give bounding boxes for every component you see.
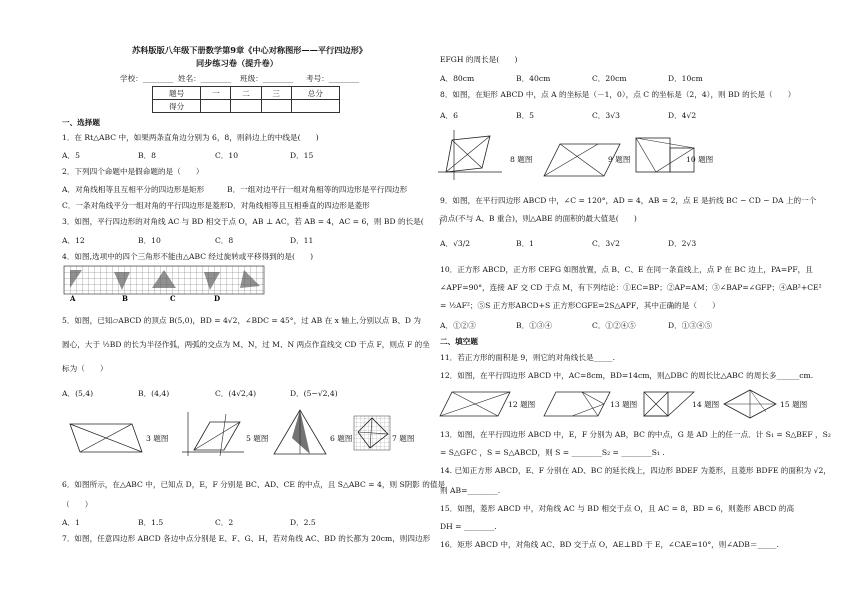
fig-label-14: 14 题图 (692, 400, 720, 409)
q3-option-b[interactable]: B．10 (138, 236, 161, 245)
field-name: 姓名：________ (178, 74, 232, 83)
fig-label-9: 9 题图 (608, 155, 631, 164)
field-number: 考号：________ (306, 74, 360, 83)
score-header-cell: 三 (261, 87, 291, 100)
q10-option-a[interactable]: A．①②③ (440, 321, 476, 330)
score-cell[interactable] (201, 100, 231, 113)
q4-grid-figure (64, 266, 264, 302)
q5-option-a[interactable]: A．(5,4) (62, 389, 94, 398)
question-10-line3: = ½AF²；⑤S 正方形ABCD+S 正方形CGFE=2S△APF，其中正确的是（ ） (440, 301, 720, 310)
q12-parallelogram-figure (438, 388, 512, 420)
question-11: 11．若正方形的面积是 9，则它的对角线长是_____. (440, 353, 615, 362)
q5-option-b[interactable]: B．(4,4) (138, 389, 170, 398)
q1-option-c[interactable]: C．10 (215, 151, 239, 160)
q7-option-b[interactable]: B．40cm (516, 74, 551, 83)
q5-option-c[interactable]: C．(4√2,4) (215, 389, 257, 398)
fig-label-7: 7 题图 (392, 434, 415, 443)
score-row-label: 得分 (153, 100, 201, 113)
score-cell[interactable] (231, 100, 261, 113)
q2-option-c[interactable]: C．一条对角线平分一组对角的平行四边形是菱形 (62, 201, 228, 210)
fig-label-3: 3 题图 (146, 434, 169, 443)
fig-label-5: 5 题图 (246, 434, 269, 443)
question-1: 1．在 Rt△ABC 中，如果两条直角边分别为 6，8，则斜边上的中线是( ) (62, 133, 319, 142)
score-header-cell: 一 (201, 87, 231, 100)
q14-rhombus-figure (642, 388, 696, 420)
q8-rectangle-figure (438, 128, 504, 182)
section-fill-heading: 二、填空题 (440, 337, 478, 346)
q6-option-c[interactable]: C．2 (215, 518, 234, 527)
question-16: 16．矩形 ABCD 中，对角线 AC、BD 交于点 O，AE⊥BD 于 E，∠CAE=10°，则∠ADB＝_____. (440, 540, 779, 549)
q2-option-a[interactable]: A．对角线相等且互相平分的四边形是矩形 (62, 185, 205, 194)
question-8: 8．如图，在矩形 ABCD 中，点 A 的坐标是（－1，0），点 C 的坐标是（2，4），则 BD 的长是（ ） (440, 90, 796, 99)
field-class: 班级：________ (240, 74, 294, 83)
q8-option-d[interactable]: D．4√2 (668, 111, 697, 120)
q1-option-d[interactable]: D．15 (290, 151, 314, 160)
q3-option-c[interactable]: C．8 (215, 236, 234, 245)
question-12: 12．如图，在平行四边形 ABCD 中，AC=8cm，BD=14cm，则△DBC 的周长比△ABC 的周长多______cm. (440, 371, 814, 380)
fig-label-13: 13 题图 (610, 400, 638, 409)
q6-option-d[interactable]: D．2.5 (290, 518, 316, 527)
question-15-line1: 15．如图，菱形 ABCD 中，对角线 AC 与 BD 相交于点 O，且 AC = 8，BD = 6，则菱形 ABCD 的高 (440, 504, 795, 513)
q8-option-c[interactable]: C．3√3 (592, 111, 620, 120)
q2-option-d[interactable]: D．对角线相等且互相垂直的四边形是菱形 (227, 201, 370, 210)
question-13-line1: 13．如图，在平行四边形 ABCD 中，E，F 分别为 AB，BC 的中点，G 是 AD 上的任一点．计 S₁ = S△BEF ，S₂ (440, 430, 831, 439)
q7-option-c[interactable]: C．20cm (592, 74, 627, 83)
q3-parallelogram-figure (62, 418, 146, 458)
score-header-cell: 总分 (291, 87, 339, 100)
q1-option-a[interactable]: A．5 (62, 151, 80, 160)
fig-label-6: 6 题图 (330, 434, 353, 443)
document-subtitle: 同步练习卷（提升卷） (196, 58, 278, 68)
q8-option-a[interactable]: A．6 (440, 111, 458, 120)
question-9-line2: 动点(不与 A、B 重合)，则△ABE 的面积的最大值是( ) (440, 214, 637, 223)
fig-label-8: 8 题图 (510, 155, 533, 164)
q6-option-a[interactable]: A．1 (62, 518, 80, 527)
q10-option-b[interactable]: B．①③④ (516, 321, 552, 330)
field-school: 学校：________ (120, 74, 174, 83)
q4-label-c: C (170, 294, 176, 303)
q7-quadrilateral-figure (352, 414, 392, 454)
q8-option-b[interactable]: B．5 (516, 111, 535, 120)
q6-option-b[interactable]: B．1.5 (138, 518, 164, 527)
fig-label-12: 12 题图 (508, 400, 536, 409)
question-5-line2: 圆心，大于 ½BD 的长为半径作弧，两弧的交点为 M、N，过 M、N 两点作直线交 CD 于点 F，则点 F 的坐 (62, 340, 430, 349)
q1-option-b[interactable]: B．8 (138, 151, 157, 160)
section-choice-heading: 一、选择题 (62, 118, 100, 127)
q15-rhombus-figure (722, 388, 780, 420)
question-14-line1: 14. 已知正方形 ABCD，E、F 分别在 AD、BC 的延长线上，四边形 BDEF 为菱形，且菱形 BDFE 的面积为 √2， (440, 466, 831, 475)
q9-option-a[interactable]: A．√3/2 (440, 239, 471, 248)
q10-option-d[interactable]: D．①③④⑤ (668, 321, 713, 330)
question-10-line2: ∠APF=90°，连接 AF 交 CD 于点 M，有下列结论：①EC=BP；②AP=AM；③∠BAP=∠GFP；④AB²+CE² (440, 283, 822, 292)
question-5-line3: 标为（ ） (62, 364, 108, 373)
q9-option-b[interactable]: B．1 (516, 239, 535, 248)
score-cell[interactable] (261, 100, 291, 113)
question-7: 7．如图，任意四边形 ABCD 各边中点分别是 E、F、G、H，若对角线 AC、BD 的长都为 20cm，则四边形 (62, 534, 431, 543)
fig-label-15: 15 题图 (780, 400, 808, 409)
q3-option-a[interactable]: A．12 (62, 236, 85, 245)
score-table (152, 86, 340, 113)
question-15-line2: DH = ________. (440, 522, 497, 531)
q4-label-b: B (122, 294, 128, 303)
q6-triangle-figure (270, 408, 330, 458)
question-5-line1: 5．如图，已知▱ABCD 的顶点 B(5,0)，BD = 4√2，∠BDC = 45°，过 AB 在 x 轴上,分别以点 B、D 为 (62, 316, 422, 325)
q6-paren: （ ） (62, 500, 93, 509)
score-header-cell: 二 (231, 87, 261, 100)
q5-option-d[interactable]: D．(5−√2,4) (290, 389, 338, 398)
question-2: 2．下列四个命题中是假命题的是（ ） (62, 167, 204, 176)
q7-option-d[interactable]: D．10cm (668, 74, 703, 83)
question-3: 3．如图，平行四边形的对角线 AC 与 BD 相交于点 O，AB ⊥ AC，若 AB = 4，AC = 6，则 BD 的长是( ) (62, 217, 442, 226)
question-10-line1: 10．正方形 ABCD，正方形 CEFG 如图放置，点 B、C、E 在同一条直线上，点 P 在 BC 边上，PA=PF，且 (440, 265, 813, 274)
q4-label-d: D (214, 294, 221, 303)
question-9-line1: 9．如图，在平行四边形 ABCD 中，∠C = 120°，AD = 4，AB = 2，点 E 是折线 BC − CD − DA 上的一个 (440, 196, 817, 205)
q10-option-c[interactable]: C．①②④⑤ (592, 321, 636, 330)
score-cell[interactable] (291, 100, 339, 113)
q7-continued: EFGH 的周长是( ) (440, 55, 518, 64)
q3-option-d[interactable]: D．11 (290, 236, 314, 245)
question-6: 6．如图所示，在△ABC 中，已知点 D，E，F 分别是 BC、AD、CE 的中点，且 S△ABC = 4，则 S阴影 的值是 (62, 480, 446, 489)
question-13-line2: = S△GFC ，S = S△ABCD，则 S = ________S₂ = ________S₁ . (440, 448, 665, 457)
q9-option-c[interactable]: C．3√2 (592, 239, 620, 248)
score-header-cell: 题号 (153, 87, 201, 100)
q5-coordinate-figure (174, 410, 246, 458)
document-title: 苏科版版八年级下册数学第9章《中心对称图形——平行四边形》 (132, 45, 367, 55)
fig-label-10: 10 题图 (686, 155, 714, 164)
q7-option-a[interactable]: A．80cm (440, 74, 475, 83)
question-4: 4．如图,选项中的四个三角形不能由△ABC 经过旋转或平移得到的是( ) (62, 252, 314, 261)
q13-parallelogram-figure (542, 388, 612, 420)
q9-option-d[interactable]: D．2√3 (668, 239, 697, 248)
q4-label-a: A (70, 294, 76, 303)
q2-option-b[interactable]: B．一组对边平行一组对角相等的四边形是平行四边形 (227, 185, 408, 194)
question-14-line2: 则 AB=________. (440, 486, 501, 495)
